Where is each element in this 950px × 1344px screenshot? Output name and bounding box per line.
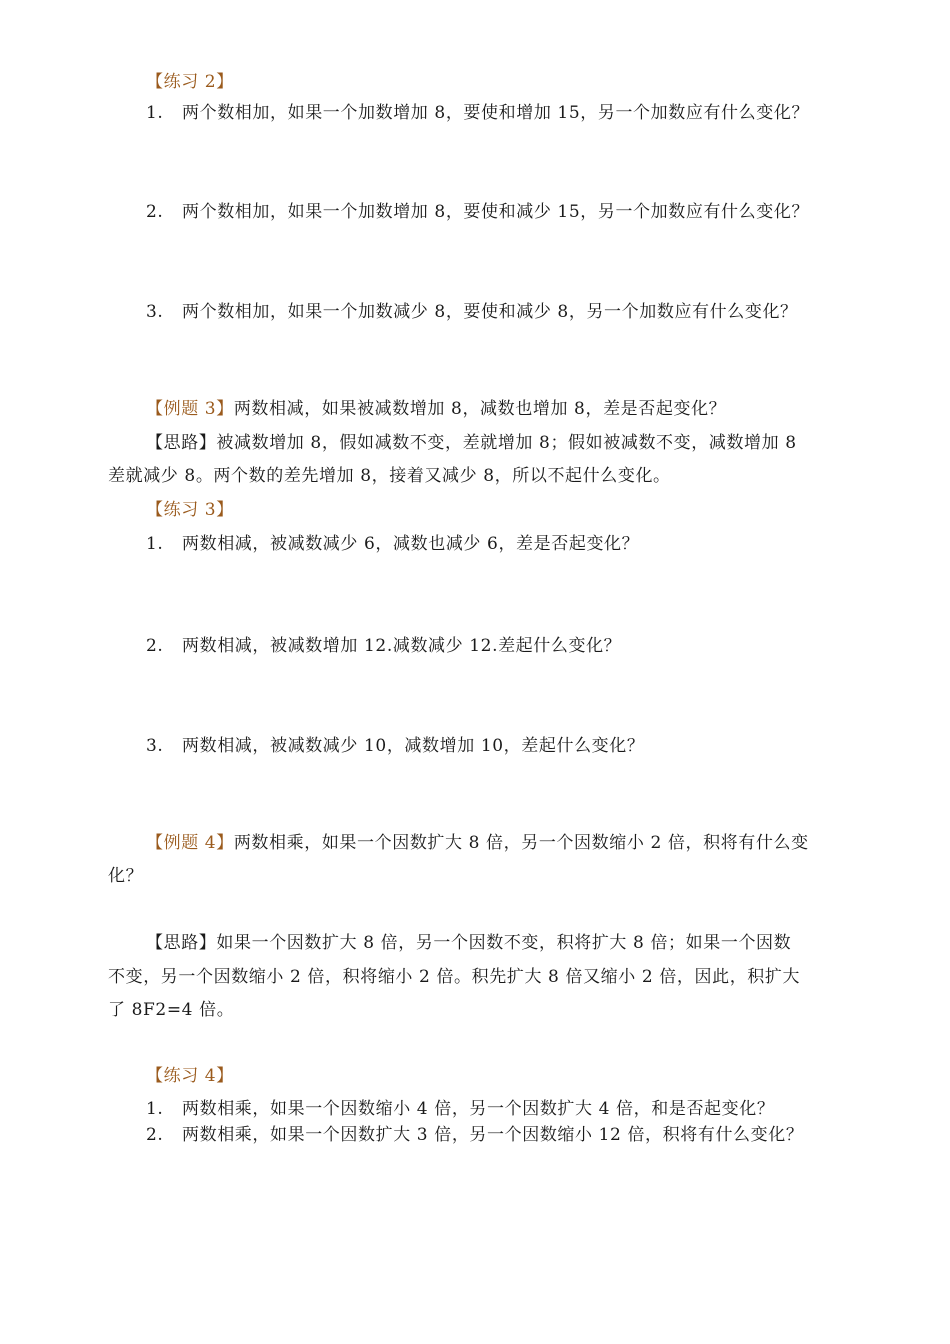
item-number: 1. — [146, 534, 164, 554]
example-4-idea-line-2: 不变，另一个因数缩小 2 倍，积将缩小 2 倍。积先扩大 8 倍又缩小 2 倍，因此，积扩大 — [108, 967, 801, 987]
example-4-idea-line-3: 了 8F2=4 倍。 — [108, 1000, 235, 1020]
practice-2-item-3 — [146, 300, 798, 324]
item-text: 两个数相加，如果一个加数减少 8，要使和减少 8，另一个加数应有什么变化？ — [182, 302, 798, 322]
practice-4-item-2 — [146, 1123, 803, 1147]
item-text: 两数相减，被减数减少 10，减数增加 10，差起什么变化？ — [182, 736, 645, 756]
item-text: 两个数相加，如果一个加数增加 8，要使和减少 15，另一个加数应有什么变化？ — [182, 202, 810, 222]
example-4-question-line-1 — [146, 831, 809, 855]
practice-4-heading: 【练习 4】 — [146, 1066, 234, 1086]
example-3-question-line — [146, 397, 726, 421]
practice-3-item-1 — [146, 532, 639, 556]
example-3-heading: 【例题 3】 — [146, 399, 234, 419]
example-3-question: 两数相减，如果被减数增加 8，减数也增加 8，差是否起变化？ — [233, 399, 727, 419]
item-number: 3. — [146, 736, 164, 756]
item-text: 两个数相加，如果一个加数增加 8，要使和增加 15，另一个加数应有什么变化？ — [182, 103, 810, 123]
item-number: 2. — [146, 202, 164, 222]
example-4-idea-line-1 — [146, 931, 791, 955]
item-text: 两数相乘，如果一个因数扩大 3 倍，另一个因数缩小 12 倍，积将有什么变化？ — [182, 1125, 804, 1145]
example-4-question-line-2: 化？ — [108, 866, 144, 886]
example-3-idea-text-1: 被减数增加 8，假如减数不变，差就增加 8；假如被减数不变，减数增加 8 — [216, 433, 797, 453]
practice-3-item-3 — [146, 734, 644, 758]
example-4-idea-text-1: 如果一个因数扩大 8 倍，另一个因数不变，积将扩大 8 倍；如果一个因数 — [216, 933, 792, 953]
practice-3-heading: 【练习 3】 — [146, 500, 234, 520]
item-number: 2. — [146, 636, 164, 656]
item-number: 3. — [146, 302, 164, 322]
item-number: 1. — [146, 103, 164, 123]
practice-2-item-2 — [146, 200, 809, 224]
item-text: 两数相减，被减数减少 6，减数也减少 6，差是否起变化？ — [182, 534, 640, 554]
item-text: 两数相减，被减数增加 12.减数减少 12.差起什么变化？ — [182, 636, 622, 656]
example-3-idea-label: 【思路】 — [146, 433, 217, 453]
example-4-idea-label: 【思路】 — [146, 933, 217, 953]
example-4-question-1: 两数相乘，如果一个因数扩大 8 倍，另一个因数缩小 2 倍，积将有什么变 — [233, 833, 809, 853]
item-text: 两数相乘，如果一个因数缩小 4 倍，另一个因数扩大 4 倍，和是否起变化？ — [182, 1099, 775, 1119]
practice-4-item-1 — [146, 1097, 774, 1121]
practice-2-heading: 【练习 2】 — [146, 72, 234, 92]
example-4-heading: 【例题 4】 — [146, 833, 234, 853]
example-3-idea-line-2: 差就减少 8。两个数的差先增加 8，接着又减少 8，所以不起什么变化。 — [108, 466, 671, 486]
item-number: 1. — [146, 1099, 164, 1119]
practice-3-item-2 — [146, 634, 621, 658]
item-number: 2. — [146, 1125, 164, 1145]
example-3-idea-line-1 — [146, 431, 797, 455]
practice-2-item-1 — [146, 101, 809, 125]
